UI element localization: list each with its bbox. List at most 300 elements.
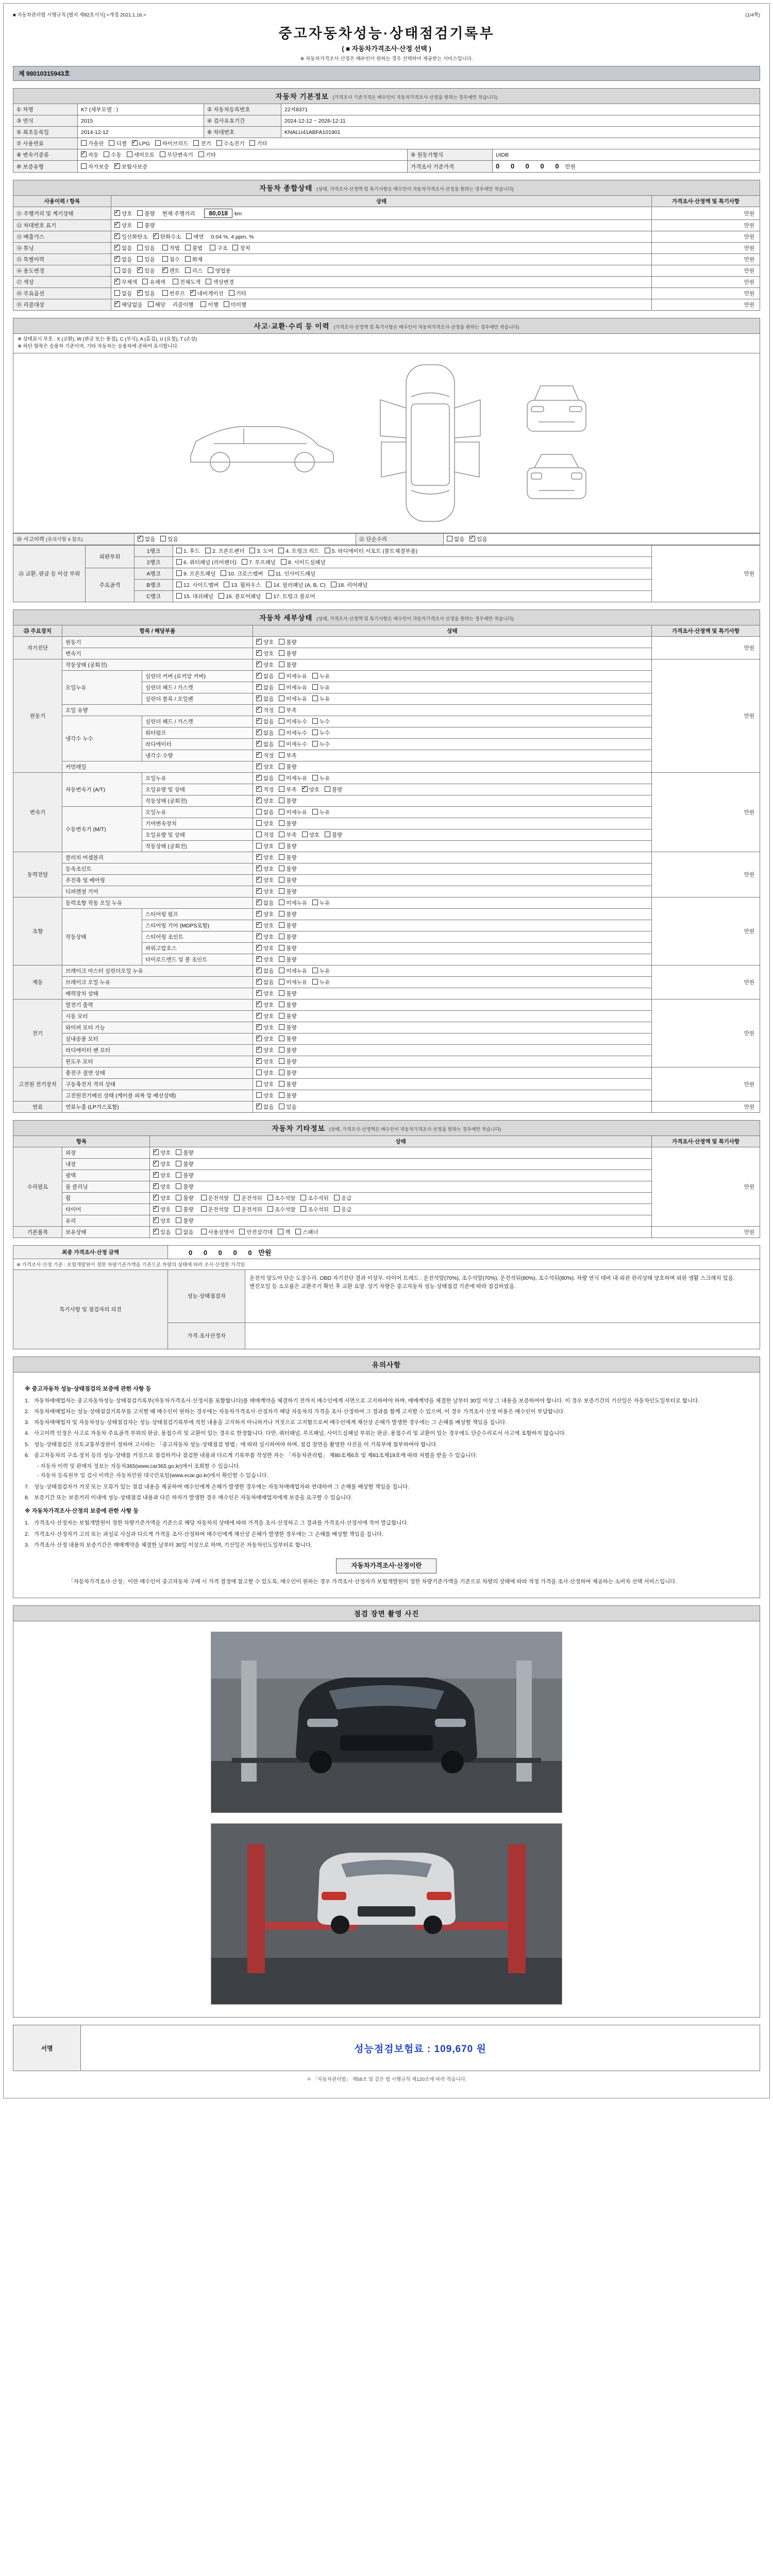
checkbox[interactable] bbox=[185, 267, 191, 273]
etc-state bbox=[150, 1181, 652, 1192]
checkbox[interactable] bbox=[234, 1206, 240, 1212]
checkbox[interactable] bbox=[279, 911, 284, 917]
checkbox[interactable] bbox=[208, 267, 213, 273]
checkbox[interactable] bbox=[312, 730, 318, 735]
checkbox[interactable] bbox=[279, 934, 284, 939]
state-cell bbox=[253, 795, 652, 806]
checkbox[interactable] bbox=[114, 222, 120, 228]
state-cell bbox=[253, 772, 652, 784]
checkbox[interactable] bbox=[279, 650, 284, 656]
base-price-value: 0 0 0 0 0 만원 bbox=[493, 161, 760, 173]
checkbox[interactable] bbox=[256, 1002, 262, 1007]
checkbox[interactable] bbox=[279, 1104, 284, 1109]
checkbox[interactable] bbox=[114, 256, 120, 262]
detail-row bbox=[13, 806, 760, 818]
item-cell: 시동 모터 bbox=[62, 1010, 253, 1022]
subitem-cell: 실린더 커버 (로커암 커버) bbox=[142, 670, 253, 682]
item-cell: 윈도우 모터 bbox=[62, 1056, 253, 1067]
checkbox[interactable] bbox=[279, 843, 284, 849]
checkbox[interactable] bbox=[279, 741, 284, 747]
checkbox[interactable] bbox=[469, 536, 475, 541]
checkbox[interactable] bbox=[114, 290, 120, 296]
detail-row bbox=[13, 874, 760, 886]
checkbox[interactable] bbox=[176, 1172, 181, 1178]
checkbox[interactable] bbox=[331, 582, 337, 587]
checkbox[interactable] bbox=[153, 1195, 159, 1200]
checkbox[interactable] bbox=[279, 854, 284, 860]
checkbox[interactable] bbox=[176, 1149, 181, 1155]
checkbox[interactable] bbox=[279, 639, 284, 645]
checkbox[interactable] bbox=[256, 1070, 262, 1075]
checkbox[interactable] bbox=[205, 548, 211, 553]
checkbox[interactable] bbox=[153, 1172, 159, 1178]
detail-row bbox=[13, 1010, 760, 1022]
checkbox-label: 양호 bbox=[122, 211, 132, 217]
checkbox[interactable] bbox=[176, 1229, 181, 1234]
panel-label: ㉒ 교환, 판금 등 이상 부위 bbox=[13, 545, 86, 602]
checkbox[interactable] bbox=[224, 301, 229, 307]
checkbox[interactable] bbox=[279, 1047, 284, 1053]
checkbox[interactable] bbox=[81, 151, 87, 157]
checkbox[interactable] bbox=[256, 764, 262, 769]
checkbox[interactable] bbox=[256, 911, 262, 917]
checkbox[interactable] bbox=[256, 979, 262, 985]
checkbox-label: 13. 휠하우스 bbox=[231, 582, 261, 588]
checkbox[interactable] bbox=[137, 222, 143, 228]
column-header: ㉓ 주요장치 bbox=[13, 625, 62, 636]
checkbox[interactable] bbox=[268, 570, 274, 576]
checkbox[interactable] bbox=[256, 1092, 262, 1098]
checkbox[interactable] bbox=[256, 1024, 262, 1030]
item-cell: 구동축전지 격리 상태 bbox=[62, 1078, 253, 1090]
checkbox[interactable] bbox=[210, 245, 215, 250]
checkbox[interactable] bbox=[256, 1036, 262, 1041]
checkbox[interactable] bbox=[153, 1229, 159, 1234]
checkbox[interactable] bbox=[198, 151, 204, 157]
checkbox-label: 이행 bbox=[208, 302, 219, 308]
simple-repair-label: ㉑ 단순수리 bbox=[356, 533, 444, 545]
checkbox[interactable] bbox=[162, 267, 168, 273]
checkbox[interactable] bbox=[137, 267, 143, 273]
checkbox[interactable] bbox=[279, 1024, 284, 1030]
checkbox-label: 양호 bbox=[160, 1217, 171, 1224]
checkbox[interactable] bbox=[153, 233, 159, 239]
checkbox[interactable] bbox=[114, 210, 120, 216]
checkbox[interactable] bbox=[256, 741, 262, 747]
checkbox[interactable] bbox=[279, 922, 284, 928]
checkbox[interactable] bbox=[312, 696, 318, 701]
checkbox[interactable] bbox=[256, 922, 262, 928]
checkbox[interactable] bbox=[279, 1092, 284, 1098]
checkbox[interactable] bbox=[249, 548, 255, 553]
checkbox[interactable] bbox=[256, 945, 262, 951]
checkbox[interactable] bbox=[190, 290, 196, 296]
checkbox[interactable] bbox=[256, 990, 262, 996]
state-cell bbox=[253, 648, 652, 659]
checkbox-label: 없음 bbox=[122, 257, 132, 263]
checkbox[interactable] bbox=[249, 140, 255, 146]
checkbox[interactable] bbox=[256, 820, 262, 826]
checkbox[interactable] bbox=[153, 1149, 159, 1155]
checkbox[interactable] bbox=[300, 1195, 306, 1200]
etc-item: 룸 클리닝 bbox=[62, 1181, 150, 1192]
checkbox-label: 부족 bbox=[286, 786, 297, 793]
checkbox[interactable] bbox=[256, 730, 262, 735]
checkbox[interactable] bbox=[153, 1217, 159, 1223]
state-cell bbox=[253, 976, 652, 988]
checkbox[interactable] bbox=[256, 798, 262, 803]
section-photos-title: 점검 장면 촬영 사진 bbox=[13, 1605, 760, 1621]
checkbox[interactable] bbox=[256, 707, 262, 713]
checkbox[interactable] bbox=[279, 662, 284, 667]
checkbox[interactable] bbox=[185, 245, 191, 250]
checkbox[interactable] bbox=[256, 888, 262, 894]
state-cell bbox=[253, 818, 652, 829]
checkbox[interactable] bbox=[279, 820, 284, 826]
panel-items bbox=[173, 556, 652, 568]
checkbox[interactable] bbox=[295, 1229, 301, 1234]
checkbox[interactable] bbox=[138, 536, 143, 541]
checkbox[interactable] bbox=[256, 934, 262, 939]
checkbox[interactable] bbox=[256, 696, 262, 701]
checkbox[interactable] bbox=[279, 1036, 284, 1041]
checkbox[interactable] bbox=[312, 968, 318, 973]
checkbox-label: 불량 bbox=[144, 223, 155, 229]
checkbox[interactable] bbox=[279, 786, 284, 792]
checkbox-label: 양호 bbox=[263, 843, 274, 850]
checkbox[interactable] bbox=[256, 673, 262, 679]
checkbox[interactable] bbox=[114, 279, 120, 284]
checkbox[interactable] bbox=[312, 718, 318, 724]
state-cell bbox=[253, 1033, 652, 1044]
checkbox[interactable] bbox=[312, 809, 318, 815]
device-group: 조향 bbox=[13, 897, 62, 965]
checkbox[interactable] bbox=[114, 245, 120, 250]
checkbox[interactable] bbox=[176, 1195, 181, 1200]
section-etc-title: 자동차 기타정보 (상태, 가격조사·산정액은 매수인이 자동차가격조사·산정을 원하는 경우에만 적습니다) bbox=[13, 1120, 760, 1136]
checkbox[interactable] bbox=[162, 256, 168, 262]
checkbox-label: 사용설명서 bbox=[208, 1229, 234, 1235]
checkbox[interactable] bbox=[256, 1081, 262, 1087]
checkbox[interactable] bbox=[256, 639, 262, 645]
checkbox[interactable] bbox=[279, 798, 284, 803]
state-cell bbox=[253, 738, 652, 750]
row-state: ✓ 일산화탄소 ✓ 탄화수소 매연 0.04 %, 4 ppm, % bbox=[111, 231, 652, 243]
checkbox[interactable] bbox=[256, 956, 262, 962]
note-item: 1. 자동차매매업자는 중고자동차성능·상태점검기록부(자동차가격조사·산정서를 포함합니다)를 매매계약을 체결하기 전까지 매수인에게 서면으로 고지하여야 하며, 매매계약을 체결한 날부터 30일 이상 그 내용을 보증하여야 합니다. 이 경우 보증기간의 기산일은 자동차인도일부터로 합니다. bbox=[25, 1397, 700, 1404]
checkbox[interactable] bbox=[279, 1002, 284, 1007]
panel-items bbox=[173, 590, 652, 602]
checkbox[interactable] bbox=[312, 673, 318, 679]
checkbox[interactable] bbox=[142, 279, 148, 284]
checkbox[interactable] bbox=[256, 786, 262, 792]
checkbox-label: 수소전기 bbox=[223, 141, 245, 147]
checkbox[interactable] bbox=[81, 140, 87, 146]
checkbox[interactable] bbox=[185, 256, 191, 262]
item-cell: 오일누유 bbox=[62, 670, 142, 704]
checkbox-label: 없음 bbox=[454, 536, 465, 543]
checkbox[interactable] bbox=[256, 900, 262, 905]
checkbox[interactable] bbox=[160, 536, 166, 541]
checkbox[interactable] bbox=[104, 151, 109, 157]
price-cell: 만원 bbox=[652, 220, 760, 231]
checkbox[interactable] bbox=[137, 290, 143, 296]
checkbox-label: 양호 bbox=[263, 888, 274, 895]
checkbox-label: 부족 bbox=[286, 752, 297, 759]
subitem-cell: 스티어링 펌프 bbox=[142, 908, 253, 920]
checkbox[interactable] bbox=[201, 1195, 207, 1200]
checkbox[interactable] bbox=[279, 888, 284, 894]
checkbox[interactable] bbox=[201, 1206, 207, 1212]
checkbox[interactable] bbox=[334, 1195, 340, 1200]
checkbox[interactable] bbox=[176, 1183, 181, 1189]
checkbox[interactable] bbox=[279, 979, 284, 985]
checkbox[interactable] bbox=[267, 1206, 273, 1212]
checkbox[interactable] bbox=[447, 536, 452, 541]
checkbox[interactable] bbox=[239, 1229, 245, 1234]
detail-row bbox=[13, 648, 760, 659]
checkbox-label: 부족 bbox=[286, 832, 297, 838]
checkbox[interactable] bbox=[256, 968, 262, 973]
state-cell bbox=[253, 931, 652, 942]
checkbox[interactable] bbox=[176, 570, 182, 576]
checkbox-label: 색상변경 bbox=[213, 279, 234, 285]
checkbox-label: 전체도색 bbox=[179, 279, 201, 285]
checkbox[interactable] bbox=[256, 684, 262, 690]
checkbox[interactable] bbox=[216, 140, 222, 146]
checkbox-label: 미세누유 bbox=[286, 809, 307, 816]
checkbox-label: 양호 bbox=[160, 1172, 171, 1179]
checkbox[interactable] bbox=[279, 1081, 284, 1087]
checkbox[interactable] bbox=[279, 696, 284, 701]
state-cell bbox=[253, 942, 652, 954]
checkbox[interactable] bbox=[281, 559, 287, 565]
state-cell bbox=[253, 1067, 652, 1078]
checkbox[interactable] bbox=[176, 582, 182, 587]
checkbox[interactable] bbox=[162, 290, 168, 296]
checkbox[interactable] bbox=[256, 775, 262, 781]
checkbox[interactable] bbox=[300, 1206, 306, 1212]
checkbox-label: 양호 bbox=[263, 1002, 274, 1008]
checkbox-label: 미세누유 bbox=[286, 979, 307, 986]
checkbox[interactable] bbox=[266, 582, 272, 587]
column-header: 상태 bbox=[111, 196, 652, 207]
checkbox[interactable] bbox=[279, 764, 284, 769]
checkbox[interactable] bbox=[279, 832, 284, 837]
checkbox-label: 불량 bbox=[286, 877, 297, 884]
checkbox-label: 없음 bbox=[263, 741, 274, 748]
checkbox[interactable] bbox=[232, 245, 238, 250]
checkbox-label: 불량 bbox=[286, 1070, 297, 1076]
checkbox[interactable] bbox=[137, 256, 143, 262]
checkbox-label: 양호 bbox=[263, 922, 274, 929]
checkbox[interactable] bbox=[325, 548, 330, 553]
checkbox[interactable] bbox=[312, 775, 318, 781]
price-cell: 만원 bbox=[652, 852, 760, 897]
checkbox[interactable] bbox=[114, 267, 120, 273]
checkbox[interactable] bbox=[148, 301, 154, 307]
checkbox[interactable] bbox=[137, 210, 143, 216]
checkbox[interactable] bbox=[81, 163, 87, 169]
checkbox[interactable] bbox=[176, 1217, 181, 1223]
checkbox[interactable] bbox=[201, 1229, 207, 1234]
field-label: ⑩ 보증유형 bbox=[13, 161, 78, 173]
checkbox[interactable] bbox=[176, 559, 182, 565]
checkbox[interactable] bbox=[127, 151, 132, 157]
checkbox-label: 불량 bbox=[286, 888, 297, 895]
checkbox-label: 침수 bbox=[169, 257, 180, 263]
checkbox-label: 불량 bbox=[286, 911, 297, 918]
checkbox[interactable] bbox=[279, 1058, 284, 1064]
checkbox[interactable] bbox=[278, 1229, 283, 1234]
checkbox[interactable] bbox=[114, 301, 120, 307]
checkbox[interactable] bbox=[193, 140, 199, 146]
checkbox[interactable] bbox=[279, 673, 284, 679]
checkbox[interactable] bbox=[302, 832, 308, 837]
checkbox[interactable] bbox=[279, 968, 284, 973]
item-cell: 클러치 어셈블리 bbox=[62, 852, 253, 863]
checkbox-label: 미세누유 bbox=[286, 968, 307, 974]
checkbox[interactable] bbox=[256, 752, 262, 758]
checkbox[interactable] bbox=[256, 809, 262, 815]
checkbox[interactable] bbox=[256, 843, 262, 849]
checkbox[interactable] bbox=[256, 662, 262, 667]
checkbox[interactable] bbox=[242, 559, 247, 565]
checkbox[interactable] bbox=[279, 809, 284, 815]
field-label: ② 자동차등록번호 bbox=[204, 104, 281, 115]
definition-title: 자동차가격조사·산정이란 bbox=[336, 1558, 436, 1573]
checkbox-label: 있음 bbox=[167, 536, 178, 543]
checkbox[interactable] bbox=[279, 752, 284, 758]
checkbox[interactable] bbox=[206, 279, 211, 284]
checkbox[interactable] bbox=[312, 741, 318, 747]
checkbox[interactable] bbox=[256, 1104, 262, 1109]
checkbox[interactable] bbox=[176, 548, 182, 553]
checkbox-label: 불량 bbox=[286, 854, 297, 861]
checkbox[interactable] bbox=[186, 233, 192, 239]
checkbox[interactable] bbox=[162, 245, 168, 250]
checkbox[interactable] bbox=[160, 151, 165, 157]
field-label: ⑧ 변속기종류 bbox=[13, 149, 78, 161]
checkbox[interactable] bbox=[279, 900, 284, 905]
checkbox[interactable] bbox=[312, 684, 318, 690]
checkbox[interactable] bbox=[334, 1206, 340, 1212]
checkbox[interactable] bbox=[279, 866, 284, 871]
checkbox[interactable] bbox=[279, 990, 284, 996]
checkbox[interactable] bbox=[325, 786, 330, 792]
field-label: ⑦ 사용연료 bbox=[13, 138, 78, 149]
checkbox[interactable] bbox=[229, 290, 234, 296]
checkbox[interactable] bbox=[325, 832, 330, 837]
checkbox[interactable] bbox=[279, 775, 284, 781]
price-cell: 만원 bbox=[652, 1226, 760, 1238]
checkbox[interactable] bbox=[224, 582, 229, 587]
checkbox[interactable] bbox=[256, 718, 262, 724]
checkbox[interactable] bbox=[312, 979, 318, 985]
checkbox[interactable] bbox=[176, 1206, 181, 1212]
item-cell: 라디에이터 팬 모터 bbox=[62, 1044, 253, 1056]
checkbox[interactable] bbox=[132, 140, 138, 146]
checkbox[interactable] bbox=[153, 1161, 159, 1166]
comprehensive-row bbox=[13, 254, 760, 265]
checkbox[interactable] bbox=[279, 684, 284, 690]
checkbox-label: 양호 bbox=[263, 1058, 274, 1065]
checkbox[interactable] bbox=[221, 570, 226, 576]
checkbox[interactable] bbox=[200, 301, 206, 307]
checkbox[interactable] bbox=[267, 1195, 273, 1200]
item-cell: 브레이크 오일 누유 bbox=[62, 976, 253, 988]
etc-item: 타이어 bbox=[62, 1204, 150, 1215]
checkbox-label: 미이행 bbox=[230, 302, 247, 308]
checkbox[interactable] bbox=[153, 1206, 159, 1212]
panel-rank: B랭크 bbox=[135, 579, 173, 590]
state-cell bbox=[253, 693, 652, 704]
subitem-cell: 작동상태 (공회전) bbox=[142, 795, 253, 806]
checkbox[interactable] bbox=[153, 1183, 159, 1189]
checkbox[interactable] bbox=[176, 1161, 181, 1166]
checkbox[interactable] bbox=[155, 140, 161, 146]
checkbox[interactable] bbox=[278, 548, 284, 553]
checkbox-label: 구조 bbox=[217, 245, 228, 251]
etc-row bbox=[13, 1170, 760, 1181]
checkbox[interactable] bbox=[234, 1195, 240, 1200]
checkbox[interactable] bbox=[176, 593, 182, 599]
row-state bbox=[111, 265, 652, 277]
checkbox-label: 수동 bbox=[111, 152, 122, 158]
checkbox[interactable] bbox=[173, 279, 178, 284]
checkbox[interactable] bbox=[256, 854, 262, 860]
checkbox[interactable] bbox=[302, 786, 308, 792]
checkbox[interactable] bbox=[279, 718, 284, 724]
checkbox-label: 운전석앞 bbox=[208, 1195, 229, 1201]
panel-rank: 2랭크 bbox=[135, 556, 173, 568]
checkbox[interactable] bbox=[279, 730, 284, 735]
checkbox[interactable] bbox=[256, 1013, 262, 1019]
checkbox[interactable] bbox=[256, 650, 262, 656]
checkbox[interactable] bbox=[279, 877, 284, 883]
checkbox-label: 6. 쿼터패널 (리어펜더) bbox=[183, 559, 237, 566]
checkbox[interactable] bbox=[114, 163, 120, 169]
checkbox[interactable] bbox=[256, 866, 262, 871]
notes-heading: ※ 중고자동차 성능·상태점검의 보증에 관한 사항 등 bbox=[25, 1385, 152, 1392]
checkbox[interactable] bbox=[279, 956, 284, 962]
checkbox[interactable] bbox=[256, 877, 262, 883]
field-label: ③ 연식 bbox=[13, 115, 78, 127]
checkbox[interactable] bbox=[279, 945, 284, 951]
subitem-cell: 작동상태 (공회전) bbox=[142, 840, 253, 852]
checkbox[interactable] bbox=[137, 245, 143, 250]
checkbox[interactable] bbox=[279, 707, 284, 713]
checkbox[interactable] bbox=[256, 1047, 262, 1053]
checkbox[interactable] bbox=[114, 233, 120, 239]
checkbox-label: 적정 bbox=[263, 707, 274, 714]
vehicle-front-view-diagram bbox=[523, 380, 590, 439]
item-cell: 변속기 bbox=[62, 648, 253, 659]
etc-state bbox=[150, 1226, 652, 1238]
checkbox[interactable] bbox=[266, 593, 272, 599]
checkbox[interactable] bbox=[256, 1058, 262, 1064]
checkbox[interactable] bbox=[109, 140, 114, 146]
checkbox-label: 양호 bbox=[263, 1092, 274, 1099]
checkbox[interactable] bbox=[256, 832, 262, 837]
panel-row bbox=[13, 545, 760, 556]
checkbox[interactable] bbox=[279, 1013, 284, 1019]
checkbox[interactable] bbox=[219, 593, 224, 599]
checkbox[interactable] bbox=[312, 900, 318, 905]
section-basic-title: 자동차 기본정보 (가격조사 기준가격은 매수인이 자동차가격조사·산정을 원하는 경우에만 적습니다) bbox=[13, 88, 760, 104]
checkbox[interactable] bbox=[279, 1070, 284, 1075]
checkbox-label: 없음 bbox=[122, 291, 132, 297]
